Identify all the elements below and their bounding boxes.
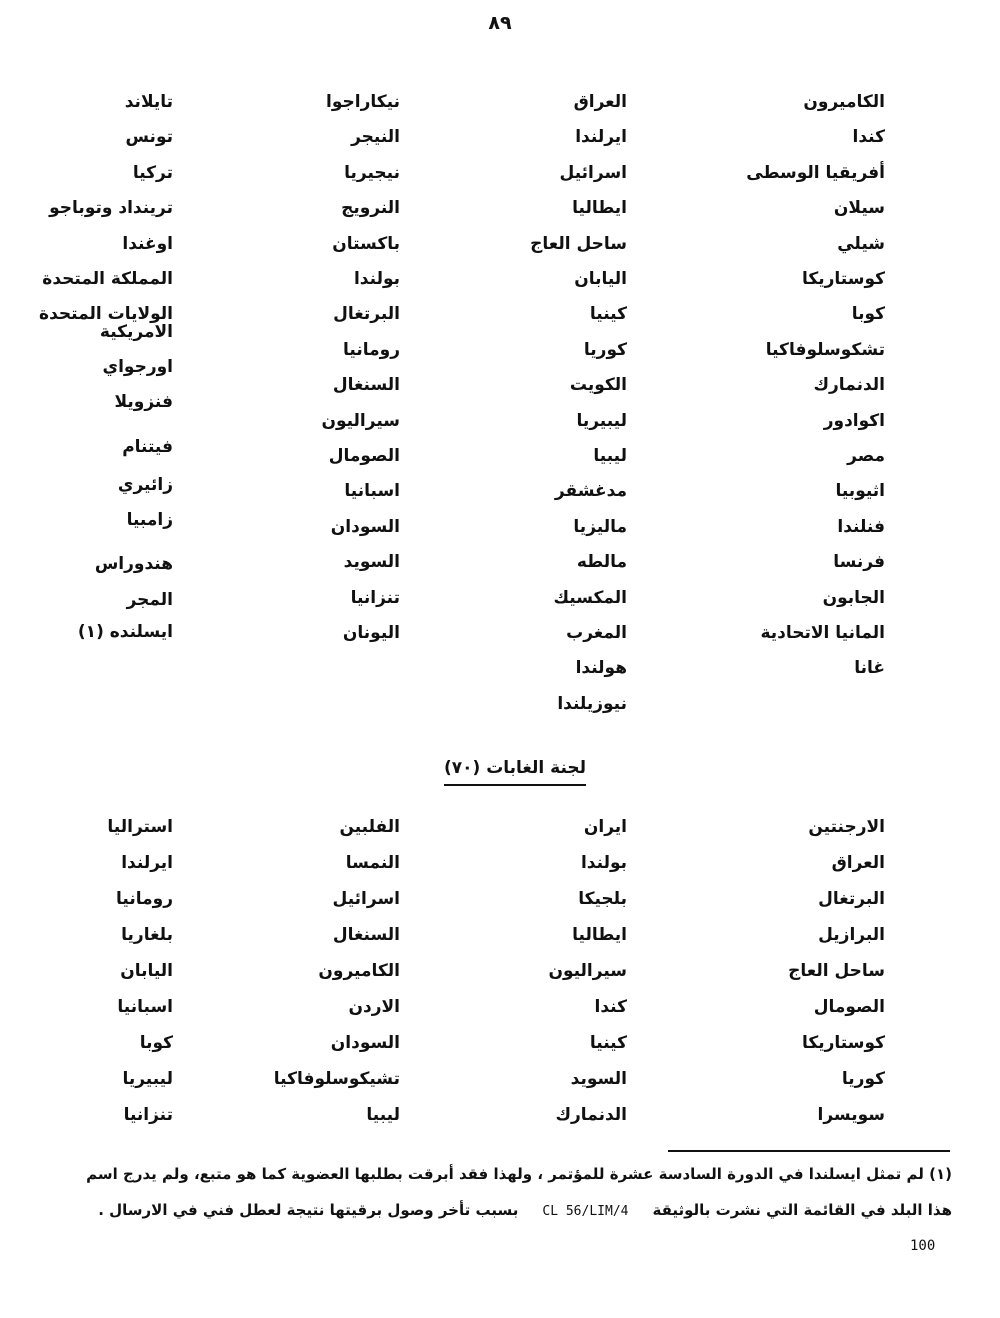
country-name: ليبيا	[366, 1105, 400, 1125]
country-name: ساحل العاج	[788, 961, 885, 981]
country-name: تشيكوسلوفاكيا	[273, 1069, 400, 1089]
country-name: الكاميرون	[318, 961, 400, 981]
country-name: المكسيك	[553, 587, 627, 608]
country-name: كوريا	[841, 1069, 885, 1089]
country-name: ايران	[583, 817, 627, 837]
country-name: تونس	[125, 127, 173, 147]
country-name: سويسرا	[817, 1105, 885, 1125]
country-name: الاردن	[348, 997, 400, 1017]
section-title: لجنة الغابات (٧٠)	[444, 758, 586, 786]
country-name: الدنمارك	[555, 1105, 627, 1125]
document-reference: CL 56/LIM/4	[542, 1204, 629, 1219]
country-name: اسرائيل	[559, 162, 627, 183]
country-name: رومانيا	[343, 339, 400, 360]
country-name: كينيا	[589, 304, 627, 325]
footnote-line-1: (١) لم تمثل ايسلندا في الدورة السادسة عشرة للمؤتمر ، ولهذا فقد أبرقت بطلبها العضوية كما هو متبع، ولم يدرج اسم	[86, 1165, 952, 1183]
country-name: اوغندا	[122, 234, 173, 254]
country-name: تايلاند	[124, 92, 173, 112]
country-name: الدنمارك	[813, 375, 885, 396]
footnote-text-a: هذا البلد في القائمة التي نشرت بالوثيقة	[652, 1201, 952, 1219]
country-name: زائيري	[117, 475, 173, 495]
country-name: المملكة المتحدة	[42, 269, 173, 289]
country-name: الولايات المتحدة	[39, 304, 173, 324]
country-name: كوستاريكا	[801, 1033, 885, 1053]
country-name: اسبانيا	[117, 997, 173, 1017]
country-name: بلجيكا	[578, 889, 627, 909]
country-name: ساحل العاج	[530, 233, 627, 254]
country-name: العراق	[831, 853, 885, 873]
section-heading	[400, 758, 630, 778]
country-name: ايرلندا	[575, 127, 627, 148]
country-name: سيراليون	[548, 961, 627, 981]
country-name: السودان	[330, 1033, 400, 1053]
country-name: العراق	[573, 92, 627, 112]
country-name: فيتنام	[122, 437, 173, 457]
country-name: ترينداد وتوباجو	[49, 198, 173, 218]
country-name: زامبيا	[126, 510, 173, 530]
country-name: ليبيا	[593, 446, 627, 466]
country-name: سيراليون	[321, 410, 400, 431]
country-name: شيلي	[837, 233, 885, 254]
country-name: السويد	[343, 552, 400, 573]
country-name: نيجيريا	[344, 162, 400, 183]
footnote-text-b: بسبب تأخر وصول برقيتها نتيجة لعطل فني في الارسال .	[98, 1201, 519, 1219]
country-name: اثيوبيا	[835, 481, 885, 502]
country-name: المغرب	[566, 623, 627, 643]
country-name: اكوادور	[823, 410, 885, 431]
country-name: الصومال	[328, 446, 400, 466]
footnote-line-2	[42, 1201, 952, 1219]
country-name: بلغاريا	[121, 925, 173, 945]
country-name: السويد	[570, 1069, 627, 1089]
country-name: السنغال	[332, 925, 400, 945]
country-name: ايسلنده (١)	[77, 622, 173, 642]
country-name: ايطاليا	[572, 198, 627, 219]
country-name: هندوراس	[94, 554, 173, 574]
country-name: المانيا الاتحادية	[760, 623, 885, 643]
country-name: فنزويلا	[114, 392, 173, 412]
footer-code: 100	[910, 1238, 936, 1254]
country-name: مدغشقر	[554, 481, 627, 502]
country-name: فرنسا	[833, 552, 885, 573]
footnote-rule	[668, 1150, 950, 1152]
country-name: هولندا	[575, 658, 627, 679]
country-name: كوريا	[583, 339, 627, 360]
country-name: الكاميرون	[803, 92, 885, 112]
country-name: النيجر	[351, 127, 400, 148]
country-name: كينيا	[589, 1033, 627, 1053]
country-name: بولندا	[580, 853, 627, 873]
country-name: الامريكية	[99, 322, 173, 342]
country-name: السنغال	[332, 375, 400, 396]
country-name: اورجواي	[102, 357, 173, 377]
country-name: الفلبين	[339, 817, 400, 837]
page-number: ٨٩	[488, 12, 512, 34]
country-name: اليابان	[574, 269, 627, 289]
country-name: اليونان	[342, 623, 400, 643]
country-name: نيكاراجوا	[326, 92, 400, 112]
country-name: البرتغال	[333, 304, 400, 325]
country-name: ايرلندا	[121, 853, 173, 873]
country-name: الارجنتين	[808, 817, 885, 837]
country-name: البرتغال	[818, 889, 885, 909]
country-name: تنزانيا	[350, 587, 400, 608]
country-name: كوبا	[851, 304, 885, 325]
country-name: رومانيا	[116, 889, 173, 909]
country-name: ايطاليا	[572, 925, 627, 945]
country-name: مصر	[847, 446, 885, 466]
country-name: تركيا	[132, 163, 173, 183]
country-name: أفريقيا الوسطى	[746, 162, 885, 183]
country-name: استراليا	[107, 817, 173, 837]
country-name: ليبيريا	[122, 1069, 173, 1089]
country-name: نيوزيلندا	[557, 693, 627, 714]
country-name: اسبانيا	[344, 481, 400, 502]
country-name: النمسا	[345, 853, 400, 873]
country-name: تنزانيا	[123, 1105, 173, 1125]
country-name: السودان	[330, 516, 400, 537]
country-name: ليبيريا	[576, 410, 627, 431]
country-name: النرويج	[341, 198, 400, 219]
country-name: الكويت	[569, 375, 627, 396]
country-name: المجر	[126, 590, 173, 610]
country-name: مالطه	[576, 552, 627, 573]
country-name: كوستاريكا	[801, 269, 885, 289]
country-name: اليابان	[120, 961, 173, 981]
country-name: فنلندا	[837, 516, 885, 537]
country-name: اسرائيل	[332, 889, 400, 909]
forestry-committee-list	[40, 816, 885, 1136]
country-name: الجابون	[822, 587, 885, 608]
country-name: كندا	[852, 127, 885, 148]
members-list	[40, 91, 885, 731]
country-name: البرازيل	[818, 925, 885, 945]
country-name: ماليزيا	[573, 516, 627, 537]
country-name: الصومال	[813, 997, 885, 1017]
country-name: سيلان	[833, 198, 885, 219]
country-name: كوبا	[139, 1033, 173, 1053]
country-name: بولندا	[353, 269, 400, 289]
country-name: باكستان	[332, 233, 400, 254]
country-name: غانا	[854, 658, 885, 679]
country-name: تشكوسلوفاكيا	[765, 339, 885, 360]
country-name: كندا	[594, 997, 627, 1017]
